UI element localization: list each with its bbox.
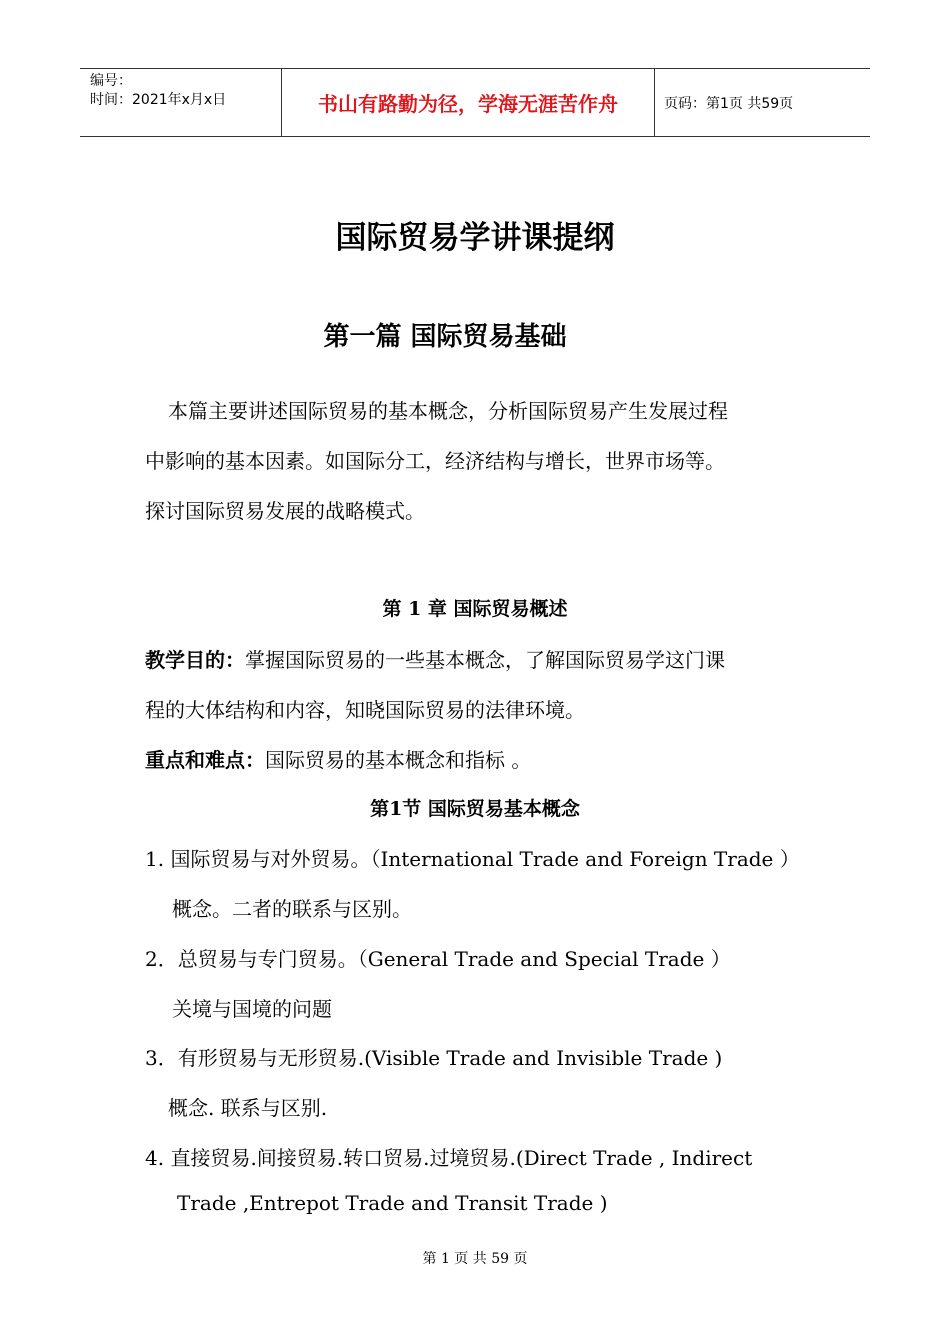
objective-paragraph <box>145 644 725 673</box>
objective-text: 掌握国际贸易的一些基本概念，了解国际贸易学这门课 <box>245 648 725 672</box>
header-meta <box>80 69 281 136</box>
page-footer: 第 1 页 共 59 页 <box>422 1251 528 1267</box>
page-header <box>80 68 870 137</box>
document-title: 国际贸易学讲课提纲 <box>335 220 615 256</box>
list-item-4: 4. 直接贸易.间接贸易.转口贸易.过境贸易.(Direct Trade , Indirect <box>145 1146 753 1170</box>
list-item-2-detail: 关境与国境的问题 <box>172 997 332 1021</box>
keypoint-paragraph <box>145 744 531 773</box>
keypoint-label: 重点和难点： <box>145 748 265 772</box>
list-item-1: 1. 国际贸易与对外贸易。（International Trade and Foreign Trade ） <box>145 847 800 871</box>
objective-line-2: 程的大体结构和内容，知晓国际贸易的法律环境。 <box>145 698 585 722</box>
keypoint-text: 国际贸易的基本概念和指标 。 <box>265 748 532 772</box>
objective-label: 教学目的： <box>145 648 245 672</box>
part-title: 第一篇 国际贸易基础 <box>323 322 567 352</box>
number-label: 编号： <box>90 73 132 89</box>
list-item-2: 2．总贸易与专门贸易。（General Trade and Special Trade ） <box>145 947 731 971</box>
section-title: 第1节 国际贸易基本概念 <box>370 798 580 820</box>
list-item-1-detail: 概念。二者的联系与区别。 <box>172 897 412 921</box>
list-item-3: 3．有形贸易与无形贸易.(Visible Trade and Invisible Trade ) <box>145 1046 723 1070</box>
time-label: 时间：2021年x月x日 <box>90 92 227 108</box>
intro-line-1: 本篇主要讲述国际贸易的基本概念，分析国际贸易产生发展过程 <box>168 399 728 423</box>
chapter-title: 第 1 章 国际贸易概述 <box>382 598 568 620</box>
intro-line-3: 探讨国际贸易发展的战略模式。 <box>145 499 425 523</box>
header-motto: 书山有路勤为径，学海无涯苦作舟 <box>281 69 655 136</box>
list-item-3-detail: 概念. 联系与区别. <box>168 1096 328 1120</box>
header-page-info: 页码：第1页 共59页 <box>664 95 794 112</box>
intro-line-2: 中影响的基本因素。如国际分工，经济结构与增长，世界市场等。 <box>145 449 725 473</box>
list-item-4-cont: Trade ,Entrepot Trade and Transit Trade ) <box>177 1191 608 1215</box>
